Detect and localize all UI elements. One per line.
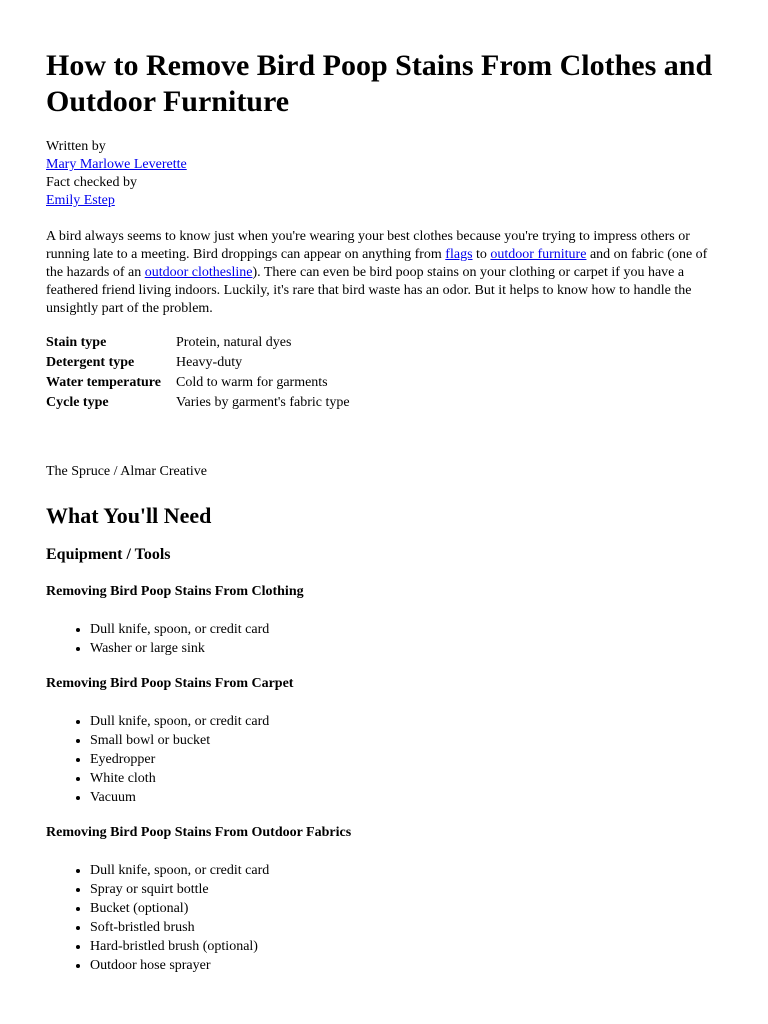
list-item: • Hard-bristled brush (optional): [90, 937, 722, 956]
fact-row: [46, 335, 352, 355]
intro-paragraph: [46, 228, 726, 318]
photo-credit: The Spruce / Almar Creative: [46, 464, 207, 479]
fact-value: Varies by garment's fabric type: [176, 395, 350, 410]
list-item: • Small bowl or bucket: [90, 731, 722, 750]
flags-link[interactable]: flags: [445, 247, 473, 262]
tool-list-carpet: [46, 712, 722, 807]
fact-label: Cycle type: [46, 395, 109, 410]
list-item: • Dull knife, spoon, or credit card: [90, 861, 722, 880]
list-item: • Eyedropper: [90, 750, 722, 769]
fact-label: Detergent type: [46, 355, 135, 370]
tool-group-heading-carpet: Removing Bird Poop Stains From Carpet: [46, 676, 294, 691]
article-title: How to Remove Bird Poop Stains From Clothes and Outdoor Furniture: [46, 49, 713, 118]
fact-value: Heavy-duty: [176, 355, 243, 370]
fact-label: Stain type: [46, 335, 107, 350]
intro-text: to: [472, 247, 491, 262]
list-item: • Dull knife, spoon, or credit card: [90, 620, 722, 639]
fact-checked-label: Fact checked by: [46, 175, 137, 190]
outdoor-clothesline-link[interactable]: outdoor clothesline: [144, 265, 253, 280]
tool-group-heading-outdoor-fabrics: Removing Bird Poop Stains From Outdoor Fabrics: [46, 825, 352, 840]
list-item: • Bucket (optional): [90, 899, 722, 918]
list-item: • Spray or squirt bottle: [90, 880, 722, 899]
list-item: • White cloth: [90, 769, 722, 788]
stain-facts-table: [46, 335, 352, 415]
tool-list-clothing: [46, 620, 722, 658]
intro-text: and on fabric (one of the hazards of an: [46, 247, 708, 280]
what-you-need-heading: What You'll Need: [46, 503, 212, 528]
intro-text: ). There can even be bird poop stains on your clothing or carpet if you have a feathered friend living indoors. Luckily, it's rare that bird waste has an odor. But it helps to know how to handle the unsightly part of the problem.: [46, 265, 692, 316]
byline: [46, 138, 722, 210]
fact-row: [46, 375, 352, 395]
tool-group-heading-clothing: Removing Bird Poop Stains From Clothing: [46, 584, 304, 599]
list-item: • Dull knife, spoon, or credit card: [90, 712, 722, 731]
list-item: • Outdoor hose sprayer: [90, 956, 722, 975]
tool-list-outdoor-fabrics: [46, 861, 722, 975]
author-link[interactable]: Mary Marlowe Leverette: [46, 157, 187, 172]
fact-label: Water temperature: [46, 375, 161, 390]
outdoor-furniture-link[interactable]: outdoor furniture: [490, 247, 587, 262]
fact-row: [46, 395, 352, 415]
list-item: • Washer or large sink: [90, 639, 722, 658]
fact-value: Protein, natural dyes: [176, 335, 292, 350]
fact-value: Cold to warm for garments: [176, 375, 328, 390]
fact-row: [46, 355, 352, 375]
list-item: • Soft-bristled brush: [90, 918, 722, 937]
equipment-tools-heading: Equipment / Tools: [46, 546, 171, 563]
written-by-label: Written by: [46, 139, 106, 154]
intro-text: A bird always seems to know just when you're wearing your best clothes because you're trying to impress others or running late to a meeting. Bird droppings can appear on anything from: [46, 229, 690, 262]
fact-checker-link[interactable]: Emily Estep: [46, 193, 115, 208]
list-item: • Vacuum: [90, 788, 722, 807]
